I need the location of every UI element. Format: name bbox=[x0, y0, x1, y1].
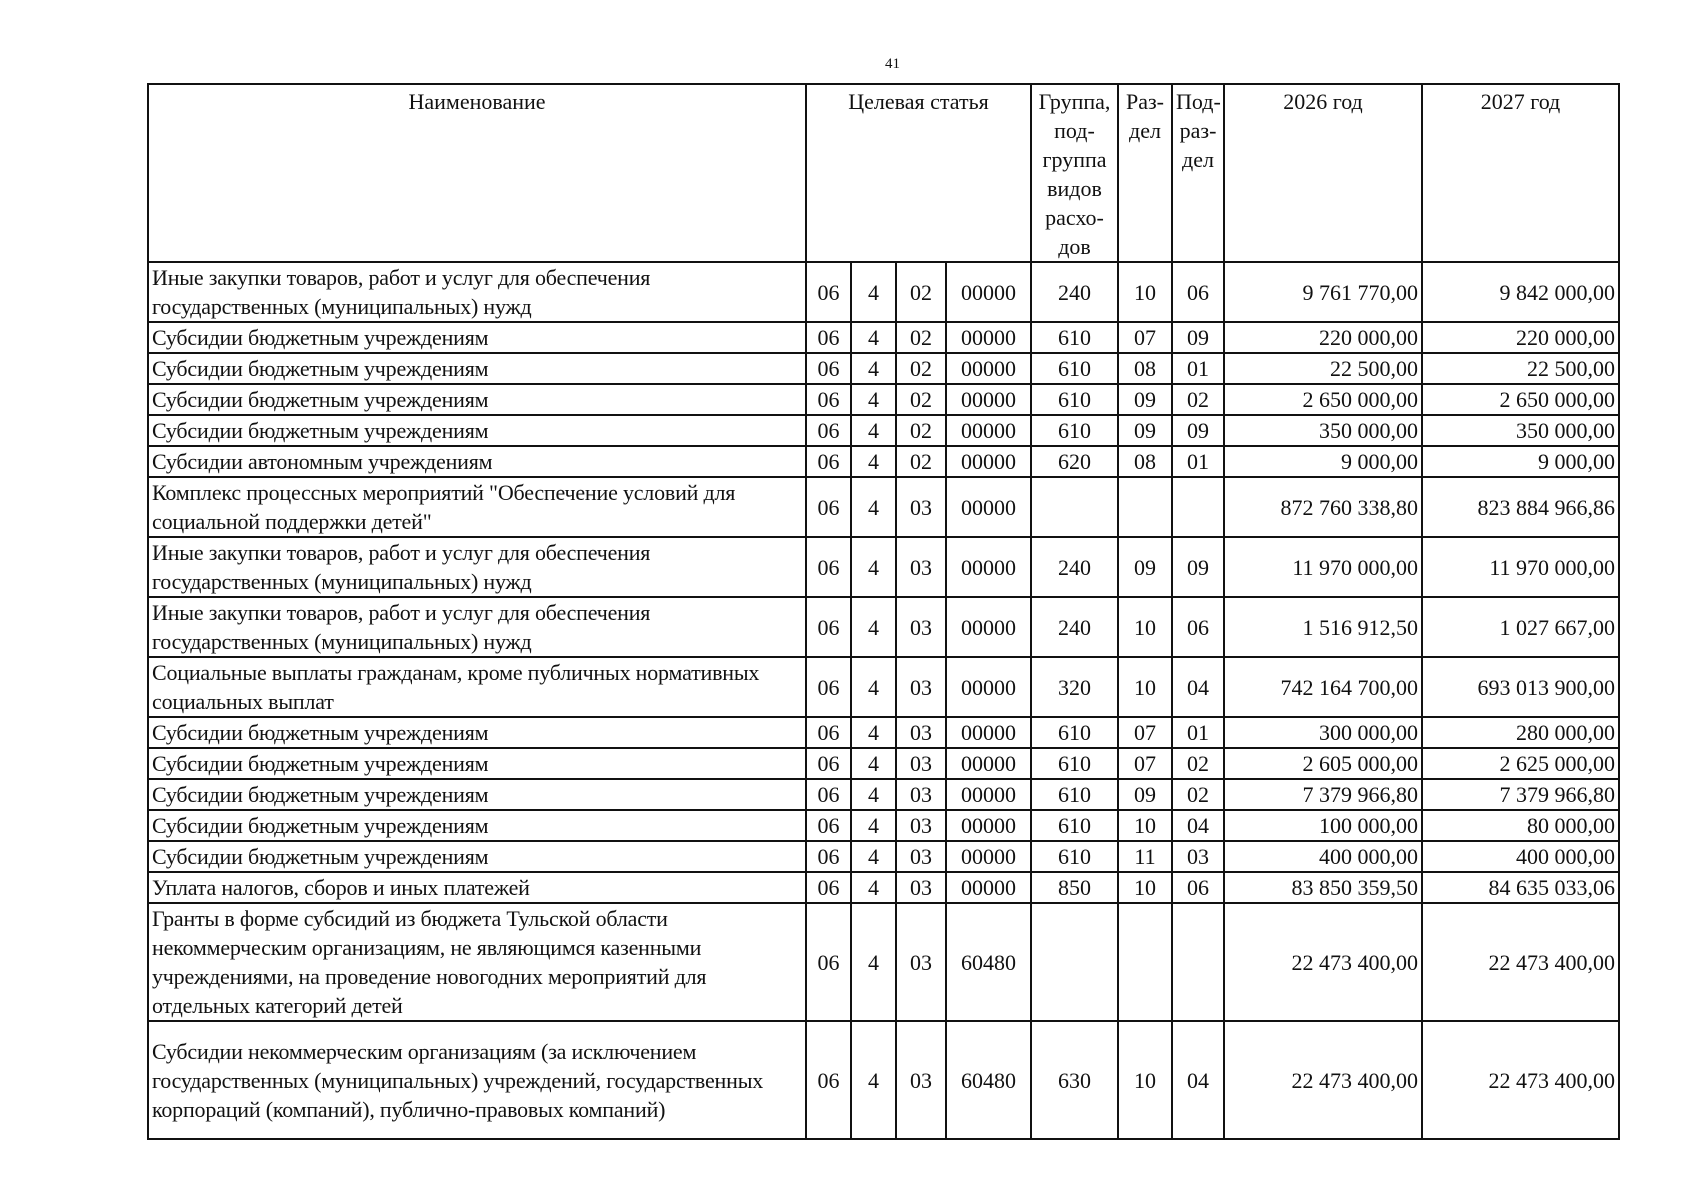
article-program: 06 bbox=[806, 477, 851, 537]
article-direction: 00000 bbox=[946, 717, 1031, 748]
amount-2027: 1 027 667,00 bbox=[1422, 597, 1619, 657]
article-direction: 00000 bbox=[946, 810, 1031, 841]
article-type: 4 bbox=[851, 1021, 896, 1139]
amount-2027: 22 473 400,00 bbox=[1422, 1021, 1619, 1139]
table-row bbox=[148, 477, 1619, 537]
article-program: 06 bbox=[806, 262, 851, 322]
article-program: 06 bbox=[806, 537, 851, 597]
expense-group: 240 bbox=[1031, 262, 1118, 322]
expense-group: 610 bbox=[1031, 353, 1118, 384]
amount-2026: 22 473 400,00 bbox=[1224, 903, 1422, 1021]
amount-2027: 22 473 400,00 bbox=[1422, 903, 1619, 1021]
article-direction: 00000 bbox=[946, 872, 1031, 903]
article-program: 06 bbox=[806, 446, 851, 477]
article-type: 4 bbox=[851, 477, 896, 537]
expense-group: 610 bbox=[1031, 810, 1118, 841]
article-type: 4 bbox=[851, 872, 896, 903]
row-name: Субсидии бюджетным учреждениям bbox=[148, 415, 806, 446]
article-type: 4 bbox=[851, 717, 896, 748]
section: 10 bbox=[1118, 810, 1172, 841]
amount-2026: 2 605 000,00 bbox=[1224, 748, 1422, 779]
table-body bbox=[148, 262, 1619, 1139]
article-type: 4 bbox=[851, 537, 896, 597]
section: 09 bbox=[1118, 537, 1172, 597]
row-name: Субсидии бюджетным учреждениям bbox=[148, 779, 806, 810]
article-type: 4 bbox=[851, 841, 896, 872]
row-name: Субсидии бюджетным учреждениям bbox=[148, 717, 806, 748]
amount-2027: 693 013 900,00 bbox=[1422, 657, 1619, 717]
amount-2027: 350 000,00 bbox=[1422, 415, 1619, 446]
expense-group: 610 bbox=[1031, 748, 1118, 779]
article-program: 06 bbox=[806, 779, 851, 810]
expense-group: 610 bbox=[1031, 717, 1118, 748]
subsection: 04 bbox=[1172, 1021, 1224, 1139]
expense-group: 610 bbox=[1031, 841, 1118, 872]
header-year-2027: 2027 год bbox=[1422, 84, 1619, 262]
article-complex: 03 bbox=[896, 748, 946, 779]
header-year-2026: 2026 год bbox=[1224, 84, 1422, 262]
article-type: 4 bbox=[851, 384, 896, 415]
article-direction: 00000 bbox=[946, 415, 1031, 446]
section: 08 bbox=[1118, 446, 1172, 477]
header-expense-group: Группа, под- группа видов расхо- дов bbox=[1031, 84, 1118, 262]
expense-group: 610 bbox=[1031, 779, 1118, 810]
amount-2026: 300 000,00 bbox=[1224, 717, 1422, 748]
amount-2026: 350 000,00 bbox=[1224, 415, 1422, 446]
table-row bbox=[148, 1021, 1619, 1139]
subsection: 01 bbox=[1172, 353, 1224, 384]
section: 10 bbox=[1118, 657, 1172, 717]
article-complex: 03 bbox=[896, 903, 946, 1021]
amount-2027: 22 500,00 bbox=[1422, 353, 1619, 384]
article-complex: 02 bbox=[896, 415, 946, 446]
row-name: Субсидии автономным учреждениям bbox=[148, 446, 806, 477]
table-row bbox=[148, 262, 1619, 322]
table-row bbox=[148, 779, 1619, 810]
amount-2026: 742 164 700,00 bbox=[1224, 657, 1422, 717]
article-type: 4 bbox=[851, 322, 896, 353]
section: 08 bbox=[1118, 353, 1172, 384]
section: 10 bbox=[1118, 262, 1172, 322]
amount-2026: 22 473 400,00 bbox=[1224, 1021, 1422, 1139]
article-complex: 03 bbox=[896, 841, 946, 872]
row-name: Субсидии бюджетным учреждениям bbox=[148, 322, 806, 353]
table-row bbox=[148, 810, 1619, 841]
amount-2026: 100 000,00 bbox=[1224, 810, 1422, 841]
header-subsection: Под- раз- дел bbox=[1172, 84, 1224, 262]
amount-2027: 9 842 000,00 bbox=[1422, 262, 1619, 322]
subsection: 02 bbox=[1172, 384, 1224, 415]
expense-group: 240 bbox=[1031, 597, 1118, 657]
article-program: 06 bbox=[806, 841, 851, 872]
expense-group bbox=[1031, 903, 1118, 1021]
amount-2026: 1 516 912,50 bbox=[1224, 597, 1422, 657]
article-type: 4 bbox=[851, 657, 896, 717]
expense-group: 620 bbox=[1031, 446, 1118, 477]
article-complex: 03 bbox=[896, 537, 946, 597]
article-direction: 00000 bbox=[946, 446, 1031, 477]
subsection: 02 bbox=[1172, 748, 1224, 779]
subsection: 06 bbox=[1172, 597, 1224, 657]
row-name: Субсидии бюджетным учреждениям bbox=[148, 810, 806, 841]
section bbox=[1118, 477, 1172, 537]
article-complex: 03 bbox=[896, 657, 946, 717]
header-name: Наименование bbox=[148, 84, 806, 262]
article-direction: 00000 bbox=[946, 384, 1031, 415]
section: 11 bbox=[1118, 841, 1172, 872]
expense-group bbox=[1031, 477, 1118, 537]
row-name: Субсидии некоммерческим организациям (за исключением государственных (муниципальных) учреждений, государственных корпораций (компаний), публично-правовых компаний) bbox=[148, 1021, 806, 1139]
amount-2027: 823 884 966,86 bbox=[1422, 477, 1619, 537]
page-number: 41 bbox=[885, 56, 900, 72]
article-program: 06 bbox=[806, 322, 851, 353]
amount-2027: 84 635 033,06 bbox=[1422, 872, 1619, 903]
subsection: 02 bbox=[1172, 779, 1224, 810]
article-program: 06 bbox=[806, 810, 851, 841]
subsection: 04 bbox=[1172, 657, 1224, 717]
amount-2027: 280 000,00 bbox=[1422, 717, 1619, 748]
article-type: 4 bbox=[851, 748, 896, 779]
article-program: 06 bbox=[806, 872, 851, 903]
article-complex: 03 bbox=[896, 717, 946, 748]
article-direction: 00000 bbox=[946, 841, 1031, 872]
section: 10 bbox=[1118, 1021, 1172, 1139]
subsection: 06 bbox=[1172, 262, 1224, 322]
table-row bbox=[148, 446, 1619, 477]
table-row bbox=[148, 415, 1619, 446]
article-complex: 02 bbox=[896, 322, 946, 353]
article-direction: 00000 bbox=[946, 779, 1031, 810]
article-complex: 02 bbox=[896, 384, 946, 415]
article-program: 06 bbox=[806, 415, 851, 446]
article-direction: 00000 bbox=[946, 322, 1031, 353]
article-direction: 60480 bbox=[946, 903, 1031, 1021]
amount-2027: 220 000,00 bbox=[1422, 322, 1619, 353]
article-complex: 02 bbox=[896, 262, 946, 322]
amount-2027: 7 379 966,80 bbox=[1422, 779, 1619, 810]
article-type: 4 bbox=[851, 597, 896, 657]
expense-group: 630 bbox=[1031, 1021, 1118, 1139]
article-direction: 60480 bbox=[946, 1021, 1031, 1139]
table-row bbox=[148, 322, 1619, 353]
subsection bbox=[1172, 477, 1224, 537]
budget-table bbox=[147, 83, 1620, 1140]
table-row bbox=[148, 353, 1619, 384]
expense-group: 610 bbox=[1031, 384, 1118, 415]
section: 07 bbox=[1118, 322, 1172, 353]
amount-2026: 220 000,00 bbox=[1224, 322, 1422, 353]
subsection: 03 bbox=[1172, 841, 1224, 872]
expense-group: 610 bbox=[1031, 415, 1118, 446]
header-target-article: Целевая статья bbox=[806, 84, 1031, 262]
row-name: Социальные выплаты гражданам, кроме публичных нормативных социальных выплат bbox=[148, 657, 806, 717]
subsection: 06 bbox=[1172, 872, 1224, 903]
article-program: 06 bbox=[806, 717, 851, 748]
article-program: 06 bbox=[806, 1021, 851, 1139]
table-row bbox=[148, 597, 1619, 657]
article-complex: 03 bbox=[896, 872, 946, 903]
amount-2026: 7 379 966,80 bbox=[1224, 779, 1422, 810]
article-program: 06 bbox=[806, 903, 851, 1021]
subsection: 01 bbox=[1172, 717, 1224, 748]
article-program: 06 bbox=[806, 384, 851, 415]
header-section: Раз- дел bbox=[1118, 84, 1172, 262]
article-direction: 00000 bbox=[946, 477, 1031, 537]
article-complex: 03 bbox=[896, 597, 946, 657]
section: 10 bbox=[1118, 597, 1172, 657]
section: 07 bbox=[1118, 717, 1172, 748]
article-type: 4 bbox=[851, 903, 896, 1021]
section bbox=[1118, 903, 1172, 1021]
amount-2027: 11 970 000,00 bbox=[1422, 537, 1619, 597]
table-row bbox=[148, 841, 1619, 872]
article-type: 4 bbox=[851, 415, 896, 446]
article-complex: 03 bbox=[896, 477, 946, 537]
amount-2026: 22 500,00 bbox=[1224, 353, 1422, 384]
expense-group: 850 bbox=[1031, 872, 1118, 903]
amount-2026: 9 000,00 bbox=[1224, 446, 1422, 477]
table-row bbox=[148, 872, 1619, 903]
row-name: Субсидии бюджетным учреждениям bbox=[148, 748, 806, 779]
amount-2027: 80 000,00 bbox=[1422, 810, 1619, 841]
article-complex: 02 bbox=[896, 353, 946, 384]
row-name: Комплекс процессных мероприятий "Обеспечение условий для социальной поддержки детей" bbox=[148, 477, 806, 537]
article-direction: 00000 bbox=[946, 262, 1031, 322]
expense-group: 240 bbox=[1031, 537, 1118, 597]
amount-2026: 11 970 000,00 bbox=[1224, 537, 1422, 597]
row-name: Иные закупки товаров, работ и услуг для обеспечения государственных (муниципальных) нужд bbox=[148, 262, 806, 322]
article-complex: 03 bbox=[896, 810, 946, 841]
row-name: Гранты в форме субсидий из бюджета Тульской области некоммерческим организациям, не являющимся казенными учреждениями, на проведение новогодних мероприятий для отдельных категорий детей bbox=[148, 903, 806, 1021]
article-complex: 03 bbox=[896, 779, 946, 810]
amount-2027: 2 650 000,00 bbox=[1422, 384, 1619, 415]
amount-2026: 400 000,00 bbox=[1224, 841, 1422, 872]
article-direction: 00000 bbox=[946, 597, 1031, 657]
subsection: 09 bbox=[1172, 537, 1224, 597]
table-row bbox=[148, 903, 1619, 1021]
article-direction: 00000 bbox=[946, 657, 1031, 717]
article-program: 06 bbox=[806, 657, 851, 717]
row-name: Уплата налогов, сборов и иных платежей bbox=[148, 872, 806, 903]
table-row bbox=[148, 748, 1619, 779]
expense-group: 610 bbox=[1031, 322, 1118, 353]
article-program: 06 bbox=[806, 597, 851, 657]
article-direction: 00000 bbox=[946, 353, 1031, 384]
article-type: 4 bbox=[851, 446, 896, 477]
article-type: 4 bbox=[851, 353, 896, 384]
table-row bbox=[148, 717, 1619, 748]
section: 07 bbox=[1118, 748, 1172, 779]
amount-2026: 2 650 000,00 bbox=[1224, 384, 1422, 415]
subsection: 09 bbox=[1172, 322, 1224, 353]
subsection: 04 bbox=[1172, 810, 1224, 841]
section: 09 bbox=[1118, 779, 1172, 810]
row-name: Иные закупки товаров, работ и услуг для обеспечения государственных (муниципальных) нужд bbox=[148, 537, 806, 597]
article-direction: 00000 bbox=[946, 748, 1031, 779]
expense-group: 320 bbox=[1031, 657, 1118, 717]
table-row bbox=[148, 657, 1619, 717]
amount-2026: 872 760 338,80 bbox=[1224, 477, 1422, 537]
article-direction: 00000 bbox=[946, 537, 1031, 597]
table-header-row bbox=[148, 84, 1619, 262]
article-type: 4 bbox=[851, 779, 896, 810]
article-type: 4 bbox=[851, 810, 896, 841]
section: 09 bbox=[1118, 415, 1172, 446]
amount-2026: 9 761 770,00 bbox=[1224, 262, 1422, 322]
subsection: 01 bbox=[1172, 446, 1224, 477]
amount-2027: 400 000,00 bbox=[1422, 841, 1619, 872]
row-name: Субсидии бюджетным учреждениям bbox=[148, 353, 806, 384]
table-row bbox=[148, 384, 1619, 415]
table-row bbox=[148, 537, 1619, 597]
article-complex: 03 bbox=[896, 1021, 946, 1139]
row-name: Субсидии бюджетным учреждениям bbox=[148, 841, 806, 872]
section: 10 bbox=[1118, 872, 1172, 903]
row-name: Иные закупки товаров, работ и услуг для обеспечения государственных (муниципальных) нужд bbox=[148, 597, 806, 657]
row-name: Субсидии бюджетным учреждениям bbox=[148, 384, 806, 415]
article-type: 4 bbox=[851, 262, 896, 322]
subsection: 09 bbox=[1172, 415, 1224, 446]
subsection bbox=[1172, 903, 1224, 1021]
amount-2026: 83 850 359,50 bbox=[1224, 872, 1422, 903]
article-program: 06 bbox=[806, 353, 851, 384]
amount-2027: 2 625 000,00 bbox=[1422, 748, 1619, 779]
section: 09 bbox=[1118, 384, 1172, 415]
article-complex: 02 bbox=[896, 446, 946, 477]
article-program: 06 bbox=[806, 748, 851, 779]
amount-2027: 9 000,00 bbox=[1422, 446, 1619, 477]
